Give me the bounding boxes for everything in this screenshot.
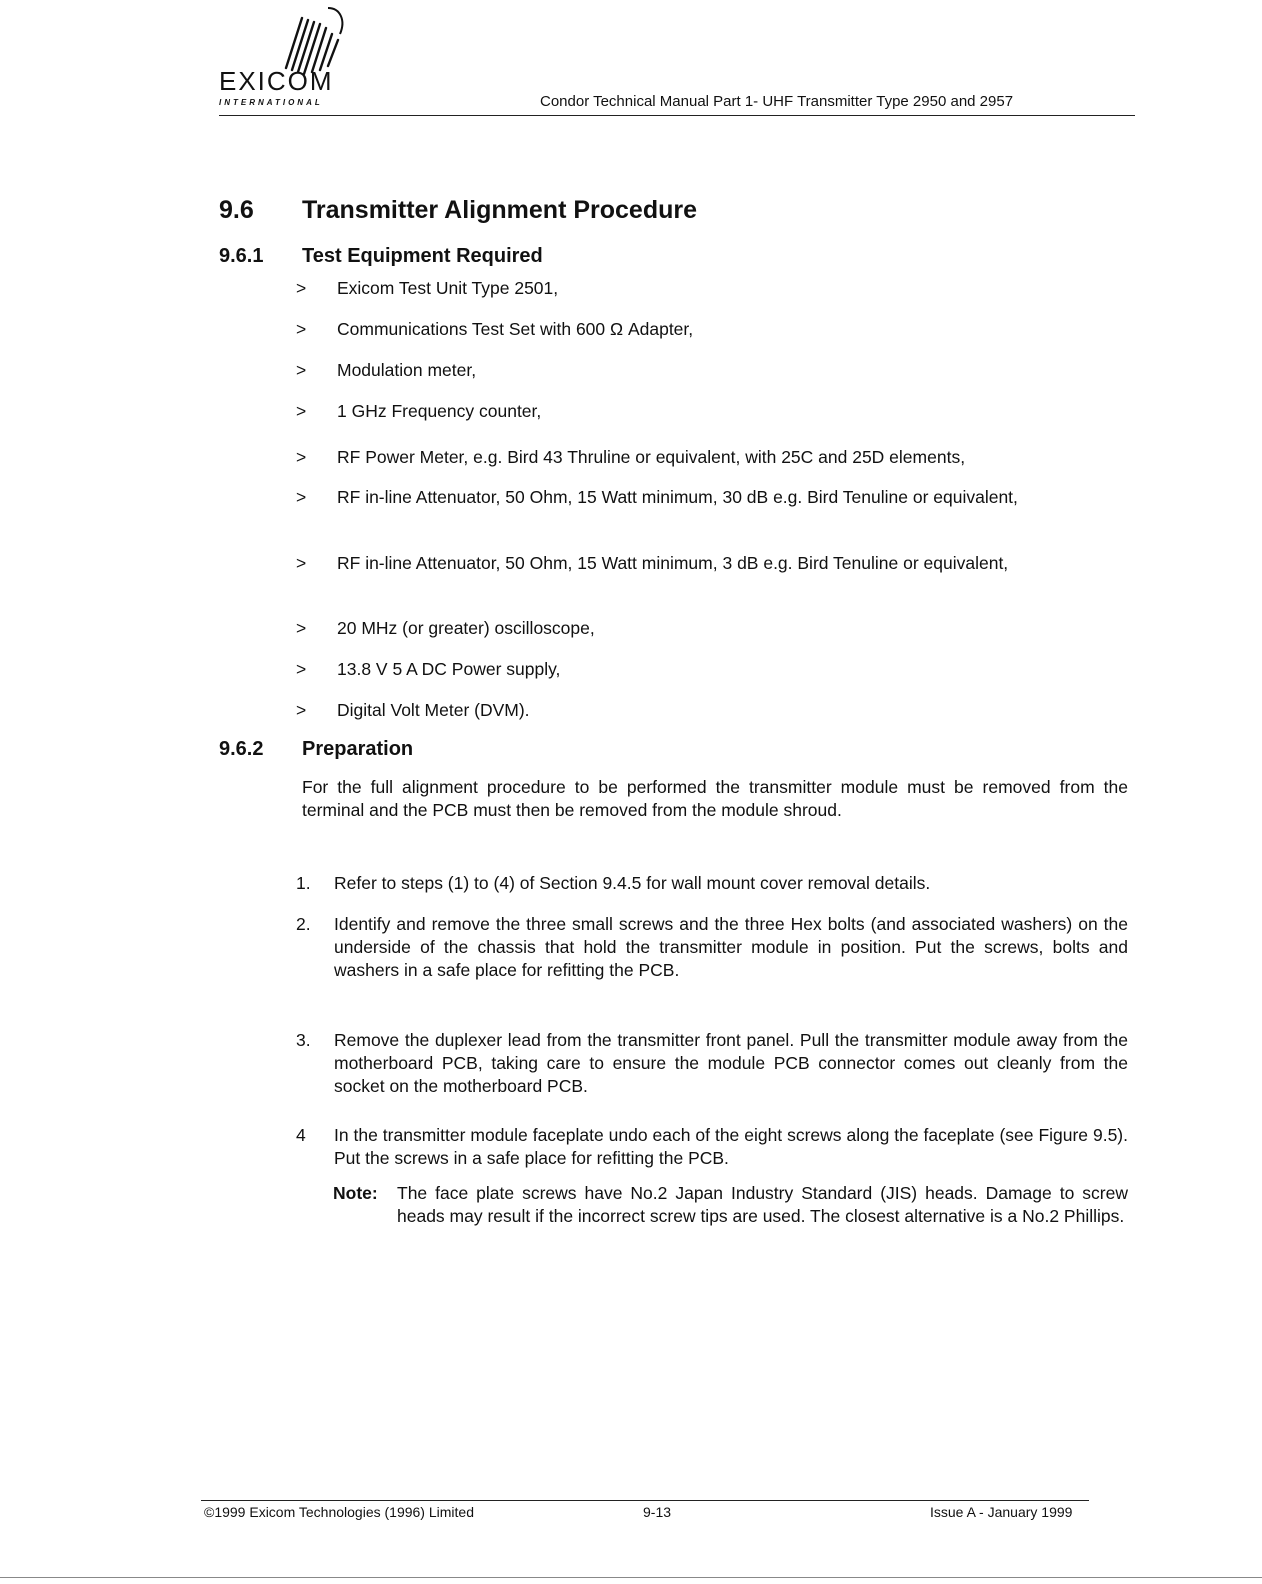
bullet-marker: > bbox=[296, 401, 307, 421]
footer-page-number: 9-13 bbox=[643, 1504, 672, 1520]
equipment-item-text: 1 GHz Frequency counter, bbox=[337, 401, 542, 421]
section-9-6-2-title: Preparation bbox=[302, 738, 414, 760]
equipment-item-text: RF in-line Attenuator, 50 Ohm, 15 Watt minimum, 30 dB e.g. Bird Tenuline or equivalent, bbox=[337, 487, 1018, 507]
preparation-intro: For the full alignment procedure to be performed the transmitter module must be removed from the terminal and the PCB must then be removed from the module shroud. bbox=[302, 777, 1128, 820]
equipment-item-text: 20 MHz (or greater) oscilloscope, bbox=[337, 618, 595, 638]
step-number: 2. bbox=[296, 914, 311, 934]
note-block bbox=[333, 1182, 1128, 1228]
equipment-item bbox=[296, 486, 1128, 508]
logo-subtitle: INTERNATIONAL bbox=[219, 98, 323, 107]
section-9-6-1-number: 9.6.1 bbox=[219, 245, 264, 267]
equipment-item-text: Exicom Test Unit Type 2501, bbox=[337, 278, 559, 298]
page-bottom-edge bbox=[0, 1577, 1262, 1578]
step-text: Remove the duplexer lead from the transmitter front panel. Pull the transmitter module away from the motherboard PCB, taking care to ensure the module PCB connector comes out cleanly from the socket on the motherboard PCB. bbox=[334, 1030, 1128, 1096]
procedure-step bbox=[296, 1029, 1128, 1098]
step-number: 3. bbox=[296, 1030, 311, 1050]
bullet-marker: > bbox=[296, 278, 307, 298]
note-label: Note: bbox=[333, 1183, 378, 1203]
section-9-6-title: Transmitter Alignment Procedure bbox=[302, 196, 697, 224]
logo-name: EXICOM bbox=[219, 66, 334, 96]
procedure-step bbox=[296, 913, 1128, 982]
equipment-item bbox=[296, 552, 1128, 574]
bullet-marker: > bbox=[296, 659, 307, 679]
procedure-step bbox=[296, 1124, 1128, 1170]
footer-issue: Issue A - January 1999 bbox=[930, 1504, 1073, 1520]
step-text: Refer to steps (1) to (4) of Section 9.4.5 for wall mount cover removal details. bbox=[334, 873, 931, 893]
bullet-marker: > bbox=[296, 618, 307, 638]
equipment-item bbox=[296, 318, 1128, 340]
equipment-item-text: Digital Volt Meter (DVM). bbox=[337, 700, 530, 720]
section-9-6-1-title: Test Equipment Required bbox=[302, 245, 543, 267]
step-number: 1. bbox=[296, 873, 311, 893]
equipment-item bbox=[296, 617, 1128, 639]
equipment-item-text: 13.8 V 5 A DC Power supply, bbox=[337, 659, 561, 679]
header-title: Condor Technical Manual Part 1- UHF Transmitter Type 2950 and 2957 bbox=[540, 93, 1014, 110]
header-divider bbox=[219, 115, 1135, 116]
bullet-marker: > bbox=[296, 700, 307, 720]
step-text: Identify and remove the three small screws and the three Hex bolts (and associated washers) on the underside of the chassis that hold the transmitter module in position. Put the screws, bolts and washers in a safe place for refitting the PCB. bbox=[334, 914, 1128, 980]
section-9-6-number: 9.6 bbox=[219, 196, 254, 224]
equipment-item-text: Communications Test Set with 600 Ω Adapter, bbox=[337, 319, 694, 339]
equipment-item bbox=[296, 658, 1128, 680]
procedure-step bbox=[296, 872, 1128, 895]
equipment-item-text: RF in-line Attenuator, 50 Ohm, 15 Watt minimum, 3 dB e.g. Bird Tenuline or equivalent, bbox=[337, 553, 1009, 573]
equipment-item bbox=[296, 359, 1128, 381]
equipment-item-text: Modulation meter, bbox=[337, 360, 477, 380]
bullet-marker: > bbox=[296, 360, 307, 380]
bullet-marker: > bbox=[296, 553, 307, 573]
footer-copyright: ©1999 Exicom Technologies (1996) Limited bbox=[204, 1504, 474, 1520]
bullet-marker: > bbox=[296, 447, 307, 467]
footer-divider bbox=[201, 1500, 1089, 1501]
bullet-marker: > bbox=[296, 487, 307, 507]
section-9-6-2-number: 9.6.2 bbox=[219, 738, 264, 760]
step-text: In the transmitter module faceplate undo each of the eight screws along the faceplate (see Figure 9.5). Put the screws in a safe place for refitting the PCB. bbox=[334, 1125, 1128, 1168]
equipment-item bbox=[296, 277, 1128, 299]
equipment-item-text: RF Power Meter, e.g. Bird 43 Thruline or equivalent, with 25C and 25D elements, bbox=[337, 447, 966, 467]
bullet-marker: > bbox=[296, 319, 307, 339]
note-text: The face plate screws have No.2 Japan Industry Standard (JIS) heads. Damage to screw heads may result if the incorrect screw tips are used. The closest alternative is a No.2 Phillips. bbox=[397, 1183, 1128, 1226]
step-number: 4 bbox=[296, 1125, 306, 1145]
equipment-item bbox=[296, 400, 1128, 422]
equipment-item bbox=[296, 699, 1128, 721]
equipment-item bbox=[296, 446, 1128, 468]
